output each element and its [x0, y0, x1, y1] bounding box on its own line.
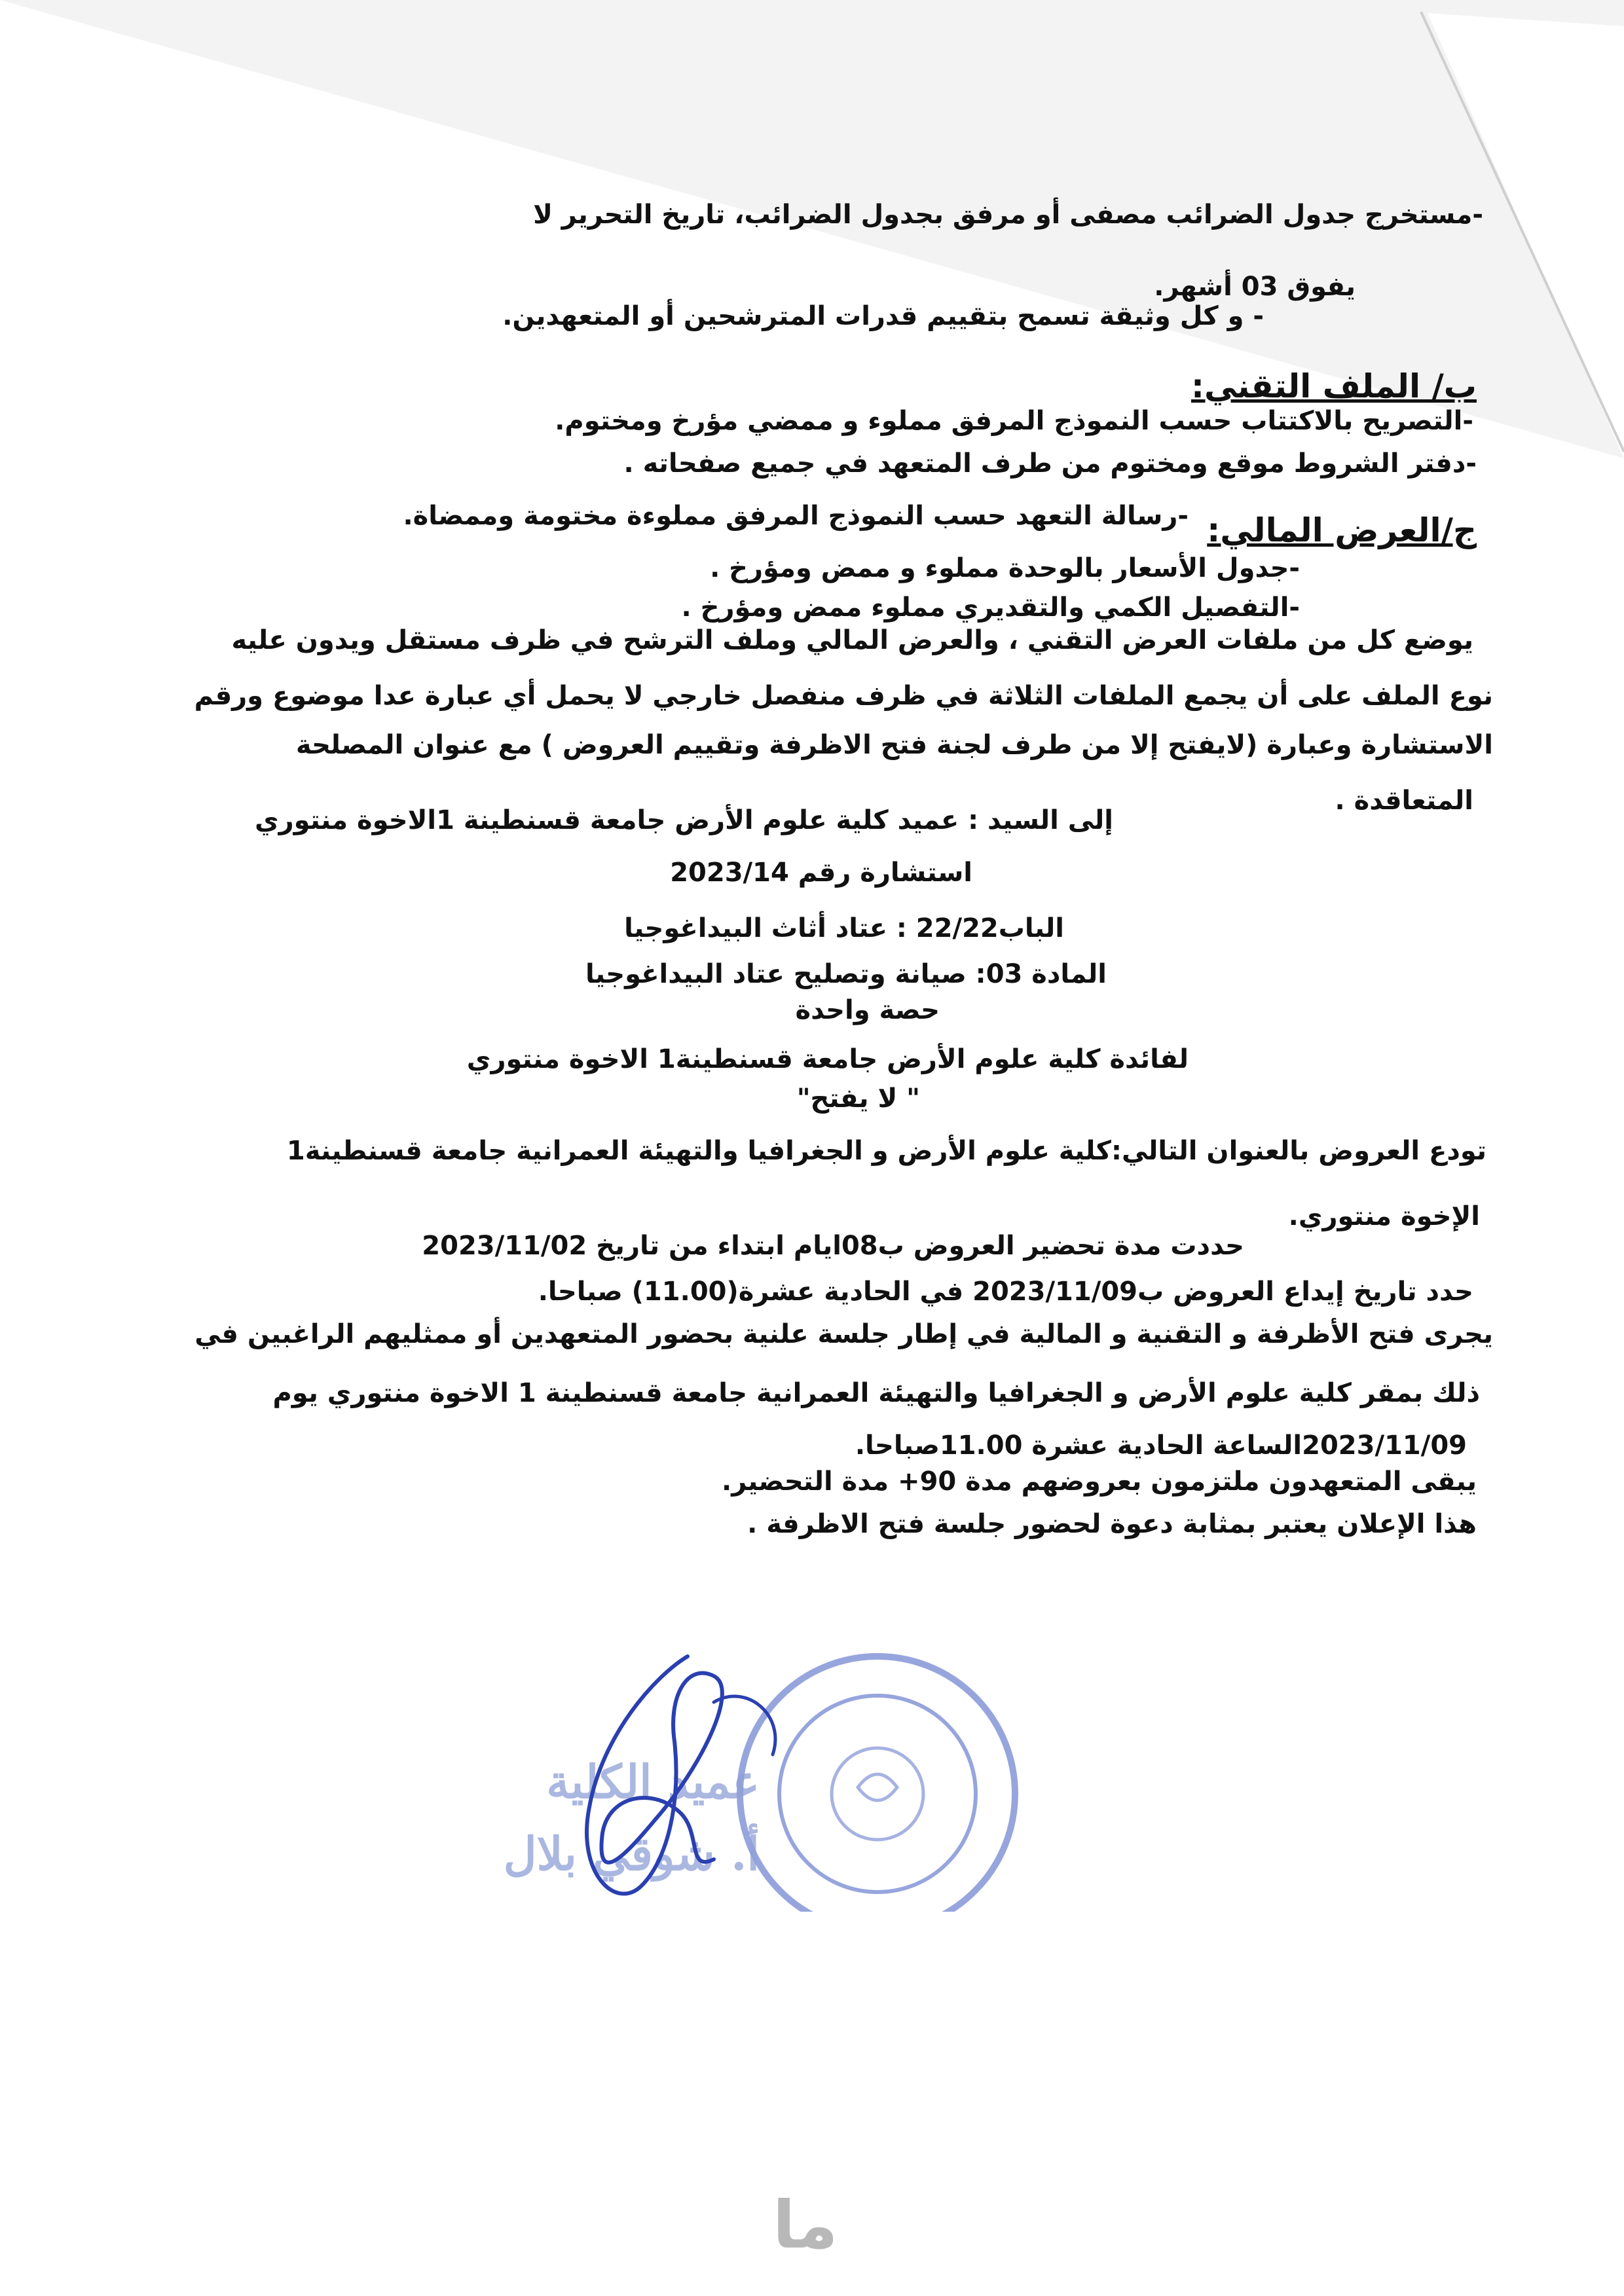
- invitation-line: هذا الإعلان يعتبر بمثابة دعوة لحضور جلسة فتح الاظرفة .: [747, 1509, 1477, 1539]
- quantitative-estimate-line: -التفصيل الكمي والتقديري مملوء ممض ومؤرخ .: [681, 592, 1300, 623]
- capability-docs-line: - و كل وثيقة تسمح بتقييم قدرات المترشحين أو المتعهدين.: [502, 301, 1264, 331]
- addressee-line: إلى السيد : عميد كلية علوم الأرض جامعة قسنطينة 1الاخوة منتوري: [254, 805, 1113, 835]
- validity-period-line: يبقى المتعهدون ملتزمون بعروضهم مدة 90+ مدة التحضير.: [722, 1467, 1477, 1497]
- envelope-instructions-line-4: المتعاقدة .: [1335, 786, 1473, 816]
- handwritten-signature: [406, 1637, 1061, 1912]
- page-mark: ما: [773, 2187, 838, 2263]
- price-table-line: -جدول الأسعار بالوحدة مملوء و ممض ومؤرخ .: [710, 553, 1300, 583]
- lot-line: حصة واحدة: [795, 995, 940, 1025]
- tax-extract-line-cont: يفوق 03 أشهر.: [1154, 272, 1356, 302]
- envelope-instructions-line-1: يوضع كل من ملفات العرض التقني ، والعرض المالي وملف الترشح في ظرف مستقل ويدون عليه: [231, 625, 1473, 655]
- envelope-instructions-line-2: نوع الملف على أن يجمع الملفات الثلاثة في ظرف منفصل خارجي لا يحمل أي عبارة عدا موضوع ورقم: [194, 681, 1493, 711]
- beneficiary-line: لفائدة كلية علوم الأرض جامعة قسنطينة1 الاخوة منتوري: [466, 1044, 1189, 1074]
- preparation-period-line: حددت مدة تحضير العروض ب08ايام ابتداء من تاريخ 2023/11/02: [422, 1231, 1244, 1261]
- submission-address-cont: الإخوة منتوري.: [1288, 1201, 1480, 1231]
- opening-location-line: ذلك بمقر كلية علوم الأرض و الجغرافيا والتهيئة العمرانية جامعة قسنطينة 1 الاخوة منتوري يوم: [272, 1378, 1480, 1408]
- submission-address-line: تودع العروض بالعنوان التالي:كلية علوم الأرض و الجغرافيا والتهيئة العمرانية جامعة قسنطينة1: [286, 1136, 1486, 1166]
- consultation-number: استشارة رقم 2023/14: [670, 858, 972, 888]
- financial-offer-heading: ج/العرض المالي:: [1207, 511, 1477, 549]
- article-line: المادة 03: صيانة وتصليح عتاد البيداغوجيا: [585, 959, 1107, 989]
- specifications-line: -دفتر الشروط موقع ومختوم من طرف المتعهد في جميع صفحاته .: [623, 448, 1477, 479]
- do-not-open-line: " لا يفتح": [796, 1084, 920, 1114]
- commitment-letter-line: -رسالة التعهد حسب النموذج المرفق مملوءة مختومة وممضاة.: [403, 501, 1189, 531]
- stamp-name: أ. شوقي بلال: [503, 1827, 760, 1881]
- deposit-date-line: حدد تاريخ إيداع العروض ب2023/11/09 في الحادية عشرة(11.00) صباحا.: [538, 1277, 1473, 1307]
- tax-extract-line: -مستخرج جدول الضرائب مصفى أو مرفق بجدول الضرائب، تاريخ التحرير لا: [533, 200, 1483, 230]
- opening-time-line: 2023/11/09الساعة الحادية عشرة 11.00صباحا.: [855, 1430, 1467, 1461]
- chapter-line: الباب22/22 : عتاد أثاث البيداغوجيا: [624, 913, 1064, 943]
- opening-session-line: يجرى فتح الأظرفة و التقنية و المالية في إطار جلسة علنية بحضور المتعهدين أو ممثليهم الراغبين في: [194, 1319, 1493, 1349]
- technical-file-heading: ب/ الملف التقني:: [1190, 367, 1477, 405]
- signature-stamp-area: [406, 1637, 1061, 1912]
- stamp-title: عميد الكلية: [546, 1755, 760, 1809]
- envelope-instructions-line-3: الاستشارة وعبارة (لايفتح إلا من طرف لجنة فتح الاظرفة وتقييم العروض ) مع عنوان المصلحة: [295, 730, 1493, 760]
- technical-declaration-line: -التصريح بالاكتتاب حسب النموذج المرفق مملوء و ممضي مؤرخ ومختوم.: [555, 406, 1473, 436]
